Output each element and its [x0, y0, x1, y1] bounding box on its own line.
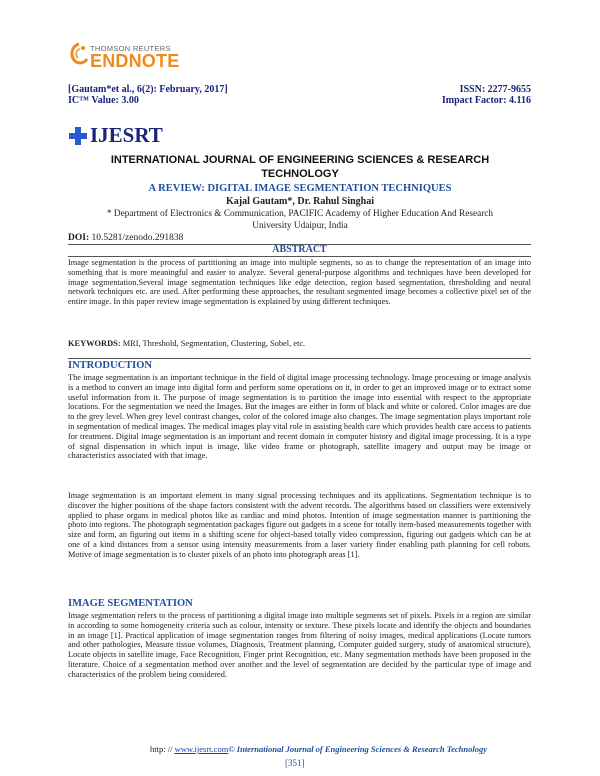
logo-top-text: THOMSON REUTERS [90, 44, 171, 53]
affiliation-line2: University Udaipur, India [252, 221, 348, 231]
authors: Kajal Gautam*, Dr. Rahul Singhai [226, 196, 374, 207]
affiliation-line1: * Department of Electronics & Communication, PACIFIC Academy of Higher Education And Research [106, 209, 494, 219]
introduction-paragraph-1: The image segmentation is an important technique in the field of digital image processing technology. Image processing or image analysis is a method to convert an image into digital form and perform some operations on it, in order to get an improved image or to extract some useful information from it. The purpose of image segmentation is to partition the image into essential with respect to the appropriate locations. For the segmentation we need the Images. But the images are either in form of black and white or colored. Color images are due to the grey level. When grey level contrast changes, color of the colored image also changes. The image segmentation plays important role in segmentation of medical images. The medical images play vital role in assisting health care which provides health care access to patients for treatment. Digital image segmentation is an important and recent domain in computer history and digital image processing. It is a type of signal dispensation in which input is image, like video frame or photograph, satellite imagery and output may be image or characteristics associated with that image. [68, 373, 531, 461]
keywords-label: KEYWORDS: [68, 339, 121, 348]
doi-label: DOI: [68, 233, 90, 243]
plus-icon [68, 126, 88, 146]
footer [150, 744, 550, 754]
citation: [Gautam*et al., 6(2): February, 2017] [68, 84, 228, 95]
footer-copyright: © International Journal of Engineering Sciences & Research Technology [228, 744, 488, 754]
divider [68, 358, 531, 359]
logo-main-text: ENDNOTE [90, 51, 180, 71]
page-number: [351] [285, 758, 305, 768]
impact-factor: Impact Factor: 4.116 [441, 95, 531, 106]
journal-title [70, 153, 530, 181]
endnote-swirl-icon [68, 42, 90, 66]
keywords [68, 339, 305, 348]
segmentation-paragraph-1: Image segmentation refers to the process of partitioning a digital image into multiple segments set of pixels. Pixels in a region are similar in according to some homogeneity criteria such as colour, intensity or texture. These pixels locate and identify the objects and boundaries in an image [1]. Practical application of image segmentation ranges from filtering of noisy images, medical applications (Locate tumors and other pathologies, Measure tissue volumes, Diagnosis, Treatment planning, Computer guided surgery, study of anatomical structure), Locate objects in satellite image, Face Recognition, Finger print Recognition, etc. Many segmentation methods have been proposed in the literature. Choice of a segmentation method over another and the level of segmentation are decided by the particular type of image and characteristics of the problem being considered. [68, 611, 531, 679]
divider [68, 256, 531, 257]
journal-title-line1: INTERNATIONAL JOURNAL OF ENGINEERING SCIENCES & RESEARCH [110, 154, 490, 166]
abstract-heading: ABSTRACT [272, 244, 327, 255]
ic-value: IC™ Value: 3.00 [68, 95, 139, 106]
doi-value: 10.5281/zenodo.291838 [91, 233, 184, 243]
keywords-text: MRI, Threshold, Segmentation, Clustering, Sobel, etc. [120, 339, 306, 348]
segmentation-heading: IMAGE SEGMENTATION [68, 598, 193, 609]
ijesrt-name: IJESRT [90, 123, 163, 147]
footer-prefix: http: // [150, 744, 175, 754]
endnote-logo [68, 38, 208, 78]
introduction-paragraph-2: Image segmentation is an important element in many signal processing techniques and its applications. Segmentation technique is to discover the higher positions of the shape factors consistent with the advent records. The algorithms based on classifiers were extensively applied to phase organs in medical photos like as cardiac and mind photos. Intention of image segmentation manner is partitioning the photo into regions. The photograph segmentation packages figure out gadgets in a scene for totally item-based measurements together with size and form, an figuring out items in a shifting scene for object-based totally video compression, figuring out gadgets which can be at one of a kind distances from a sensor using intensity measurements from a laser variety finder enabling path planning for cell robots. Motive of image segmentation is to cluster pixels of an photo into photograph areas [1]. [68, 491, 531, 559]
introduction-heading: INTRODUCTION [68, 360, 153, 371]
journal-title-line2: TECHNOLOGY [261, 168, 339, 180]
doi [68, 233, 183, 243]
affiliation [70, 208, 530, 232]
paper-title: A REVIEW: DIGITAL IMAGE SEGMENTATION TECHNIQUES [148, 183, 452, 194]
ijesrt-logo [68, 123, 163, 148]
issn: ISSN: 2277-9655 [459, 84, 531, 95]
abstract-text: Image segmentation is the process of partitioning an image into multiple segments, so as to change the representation of an image into something that is more meaningful and easier to analyze. Several general-purpose algorithms and techniques have been developed for image segmentation.Several image segmentation techniques like edge detection, region based segmentation, thresholding and neural network techniques etc. are used. After performing these approaches, the resultant segmented image becomes a collective pixel set of the entire image. In this paper review image segmentation is explained by using different techniques. [68, 258, 531, 307]
footer-link[interactable]: www.ijesrt.com [174, 744, 229, 754]
